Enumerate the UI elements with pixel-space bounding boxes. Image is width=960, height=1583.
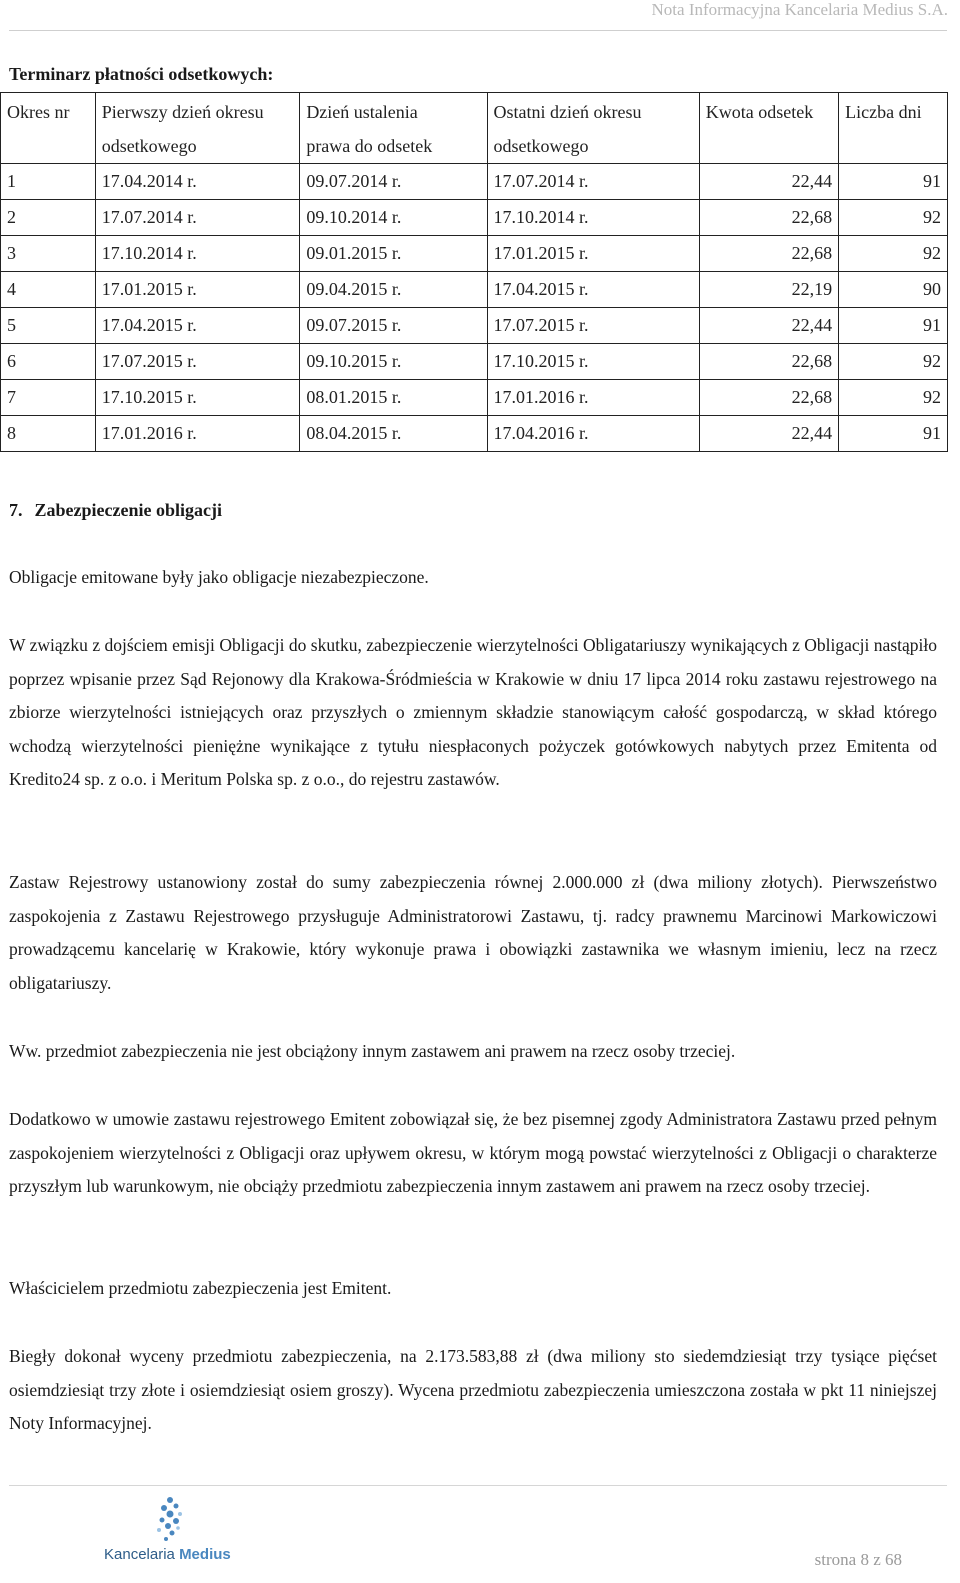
logo-wordmark: Kancelaria Medius [104, 1546, 231, 1563]
section-heading [9, 500, 222, 521]
table-row [1, 272, 948, 308]
paragraph-no-encumbrance: Ww. przedmiot zabezpieczenia nie jest obciążony innym zastawem ani prawem na rzecz osoby trzeciej. [9, 1041, 736, 1061]
period-nr: 2 [1, 200, 96, 236]
determination-day: 08.04.2015 r. [300, 416, 487, 452]
table-row [1, 380, 948, 416]
paragraph-owner: Właścicielem przedmiotu zabezpieczenia jest Emitent. [9, 1278, 392, 1298]
determination-day: 09.07.2015 r. [300, 308, 487, 344]
determination-day: 08.01.2015 r. [300, 380, 487, 416]
period-nr: 4 [1, 272, 96, 308]
header-days-count: Liczba dni [839, 93, 948, 164]
first-day: 17.10.2015 r. [95, 380, 300, 416]
period-nr: 5 [1, 308, 96, 344]
determination-day: 09.04.2015 r. [300, 272, 487, 308]
period-nr: 1 [1, 164, 96, 200]
last-day: 17.01.2015 r. [487, 236, 699, 272]
days-count: 92 [839, 344, 948, 380]
table-row [1, 344, 948, 380]
period-nr: 8 [1, 416, 96, 452]
first-day: 17.04.2014 r. [95, 164, 300, 200]
determination-day: 09.10.2015 r. [300, 344, 487, 380]
days-count: 92 [839, 236, 948, 272]
determination-day: 09.10.2014 r. [300, 200, 487, 236]
period-nr: 6 [1, 344, 96, 380]
interest-amount: 22,44 [699, 308, 838, 344]
interest-amount: 22,68 [699, 380, 838, 416]
header-interest-amount: Kwota odsetek [699, 93, 838, 164]
header-period-nr: Okres nr [1, 93, 96, 164]
determination-day: 09.07.2014 r. [300, 164, 487, 200]
days-count: 91 [839, 308, 948, 344]
days-count: 91 [839, 416, 948, 452]
document-header-title: Nota Informacyjna Kancelaria Medius S.A. [651, 0, 948, 19]
interest-schedule-table [0, 92, 948, 452]
days-count: 92 [839, 200, 948, 236]
first-day: 17.01.2015 r. [95, 272, 300, 308]
last-day: 17.04.2015 r. [487, 272, 699, 308]
period-nr: 7 [1, 380, 96, 416]
interest-amount: 22,44 [699, 164, 838, 200]
table-row [1, 416, 948, 452]
last-day: 17.10.2015 r. [487, 344, 699, 380]
header-first-day: Pierwszy dzień okresu odsetkowego [95, 93, 300, 164]
header-divider [9, 30, 947, 31]
first-day: 17.01.2016 r. [95, 416, 300, 452]
last-day: 17.10.2014 r. [487, 200, 699, 236]
days-count: 91 [839, 164, 948, 200]
interest-amount: 22,44 [699, 416, 838, 452]
interest-amount: 22,68 [699, 236, 838, 272]
interest-amount: 22,68 [699, 200, 838, 236]
header-determination-day: Dzień ustalenia prawa do odsetek [300, 93, 487, 164]
first-day: 17.04.2015 r. [95, 308, 300, 344]
table-row [1, 164, 948, 200]
table-row [1, 308, 948, 344]
page-number: strona 8 z 68 [814, 1550, 902, 1569]
interest-amount: 22,68 [699, 344, 838, 380]
first-day: 17.07.2014 r. [95, 200, 300, 236]
first-day: 17.07.2015 r. [95, 344, 300, 380]
days-count: 90 [839, 272, 948, 308]
days-count: 92 [839, 380, 948, 416]
schedule-title: Terminarz płatności odsetkowych: [9, 64, 274, 84]
paragraph-additional-covenant: Dodatkowo w umowie zastawu rejestrowego Emitent zobowiązał się, że bez pisemnej zgody Administratora Zastawu przed pełnym zaspokojeniem wierzytelności z Obligacji oraz upływem okresu, w którym mogą powstać wierzytelności z Obligacji o charakterze przyszłym lub warunkowym, nie obciąży przedmiotu zabezpieczenia innym zastawem ani prawem na rzecz osoby trzeciej. [9, 1109, 937, 1196]
section-number: 7. [9, 500, 23, 520]
last-day: 17.07.2014 r. [487, 164, 699, 200]
last-day: 17.04.2016 r. [487, 416, 699, 452]
paragraph-pledge-sum: Zastaw Rejestrowy ustanowiony został do sumy zabezpieczenia równej 2.000.000 zł (dwa miliony złotych). Pierwszeństwo zaspokojenia z Zastawu Rejestrowego przysługuje Administratorowi Zastawu, tj. radcy prawnemu Marcinowi Markowiczowi prowadzącemu kancelarię w Krakowie, który wykonuje prawa i obowiązki zastawnika we własnym imieniu, lecz na rzecz obligatariuszy. [9, 872, 937, 993]
last-day: 17.01.2016 r. [487, 380, 699, 416]
header-last-day: Ostatni dzień okresu odsetkowego [487, 93, 699, 164]
interest-amount: 22,19 [699, 272, 838, 308]
period-nr: 3 [1, 236, 96, 272]
footer-divider [9, 1485, 947, 1486]
table-header-row [1, 93, 948, 164]
first-day: 17.10.2014 r. [95, 236, 300, 272]
table-row [1, 236, 948, 272]
paragraph-unsecured: Obligacje emitowane były jako obligacje niezabezpieczone. [9, 567, 429, 587]
last-day: 17.07.2015 r. [487, 308, 699, 344]
paragraph-valuation: Biegły dokonał wyceny przedmiotu zabezpieczenia, na 2.173.583,88 zł (dwa miliony sto siedemdziesiąt trzy tysiące pięćset osiemdziesiąt trzy złote i osiemdziesiąt osiem groszy). Wycena przedmiotu zabezpieczenia umieszczona została w pkt 11 niniejszej Noty Informacyjnej. [9, 1346, 937, 1433]
section-title: Zabezpieczenie obligacji [34, 500, 222, 520]
table-row [1, 200, 948, 236]
paragraph-pledge-entry: W związku z dojściem emisji Obligacji do skutku, zabezpieczenie wierzytelności Obligatariuszy wynikających z Obligacji nastąpiło poprzez wpisanie przez Sąd Rejonowy dla Krakowa-Śródmieścia w Krakowie w dniu 17 lipca 2014 roku zastawu rejestrowego na zbiorze wierzytelności istniejących oraz przyszłych o zmiennym składzie stanowiącym całość gospodarczą, w skład którego wchodzą wierzytelności pieniężne wynikające z tytułu niespłaconych pożyczek gotówkowych nabytych przez Emitenta od Kredito24 sp. z o.o. i Meritum Polska sp. z o.o., do rejestru zastawów. [9, 635, 937, 789]
determination-day: 09.01.2015 r. [300, 236, 487, 272]
